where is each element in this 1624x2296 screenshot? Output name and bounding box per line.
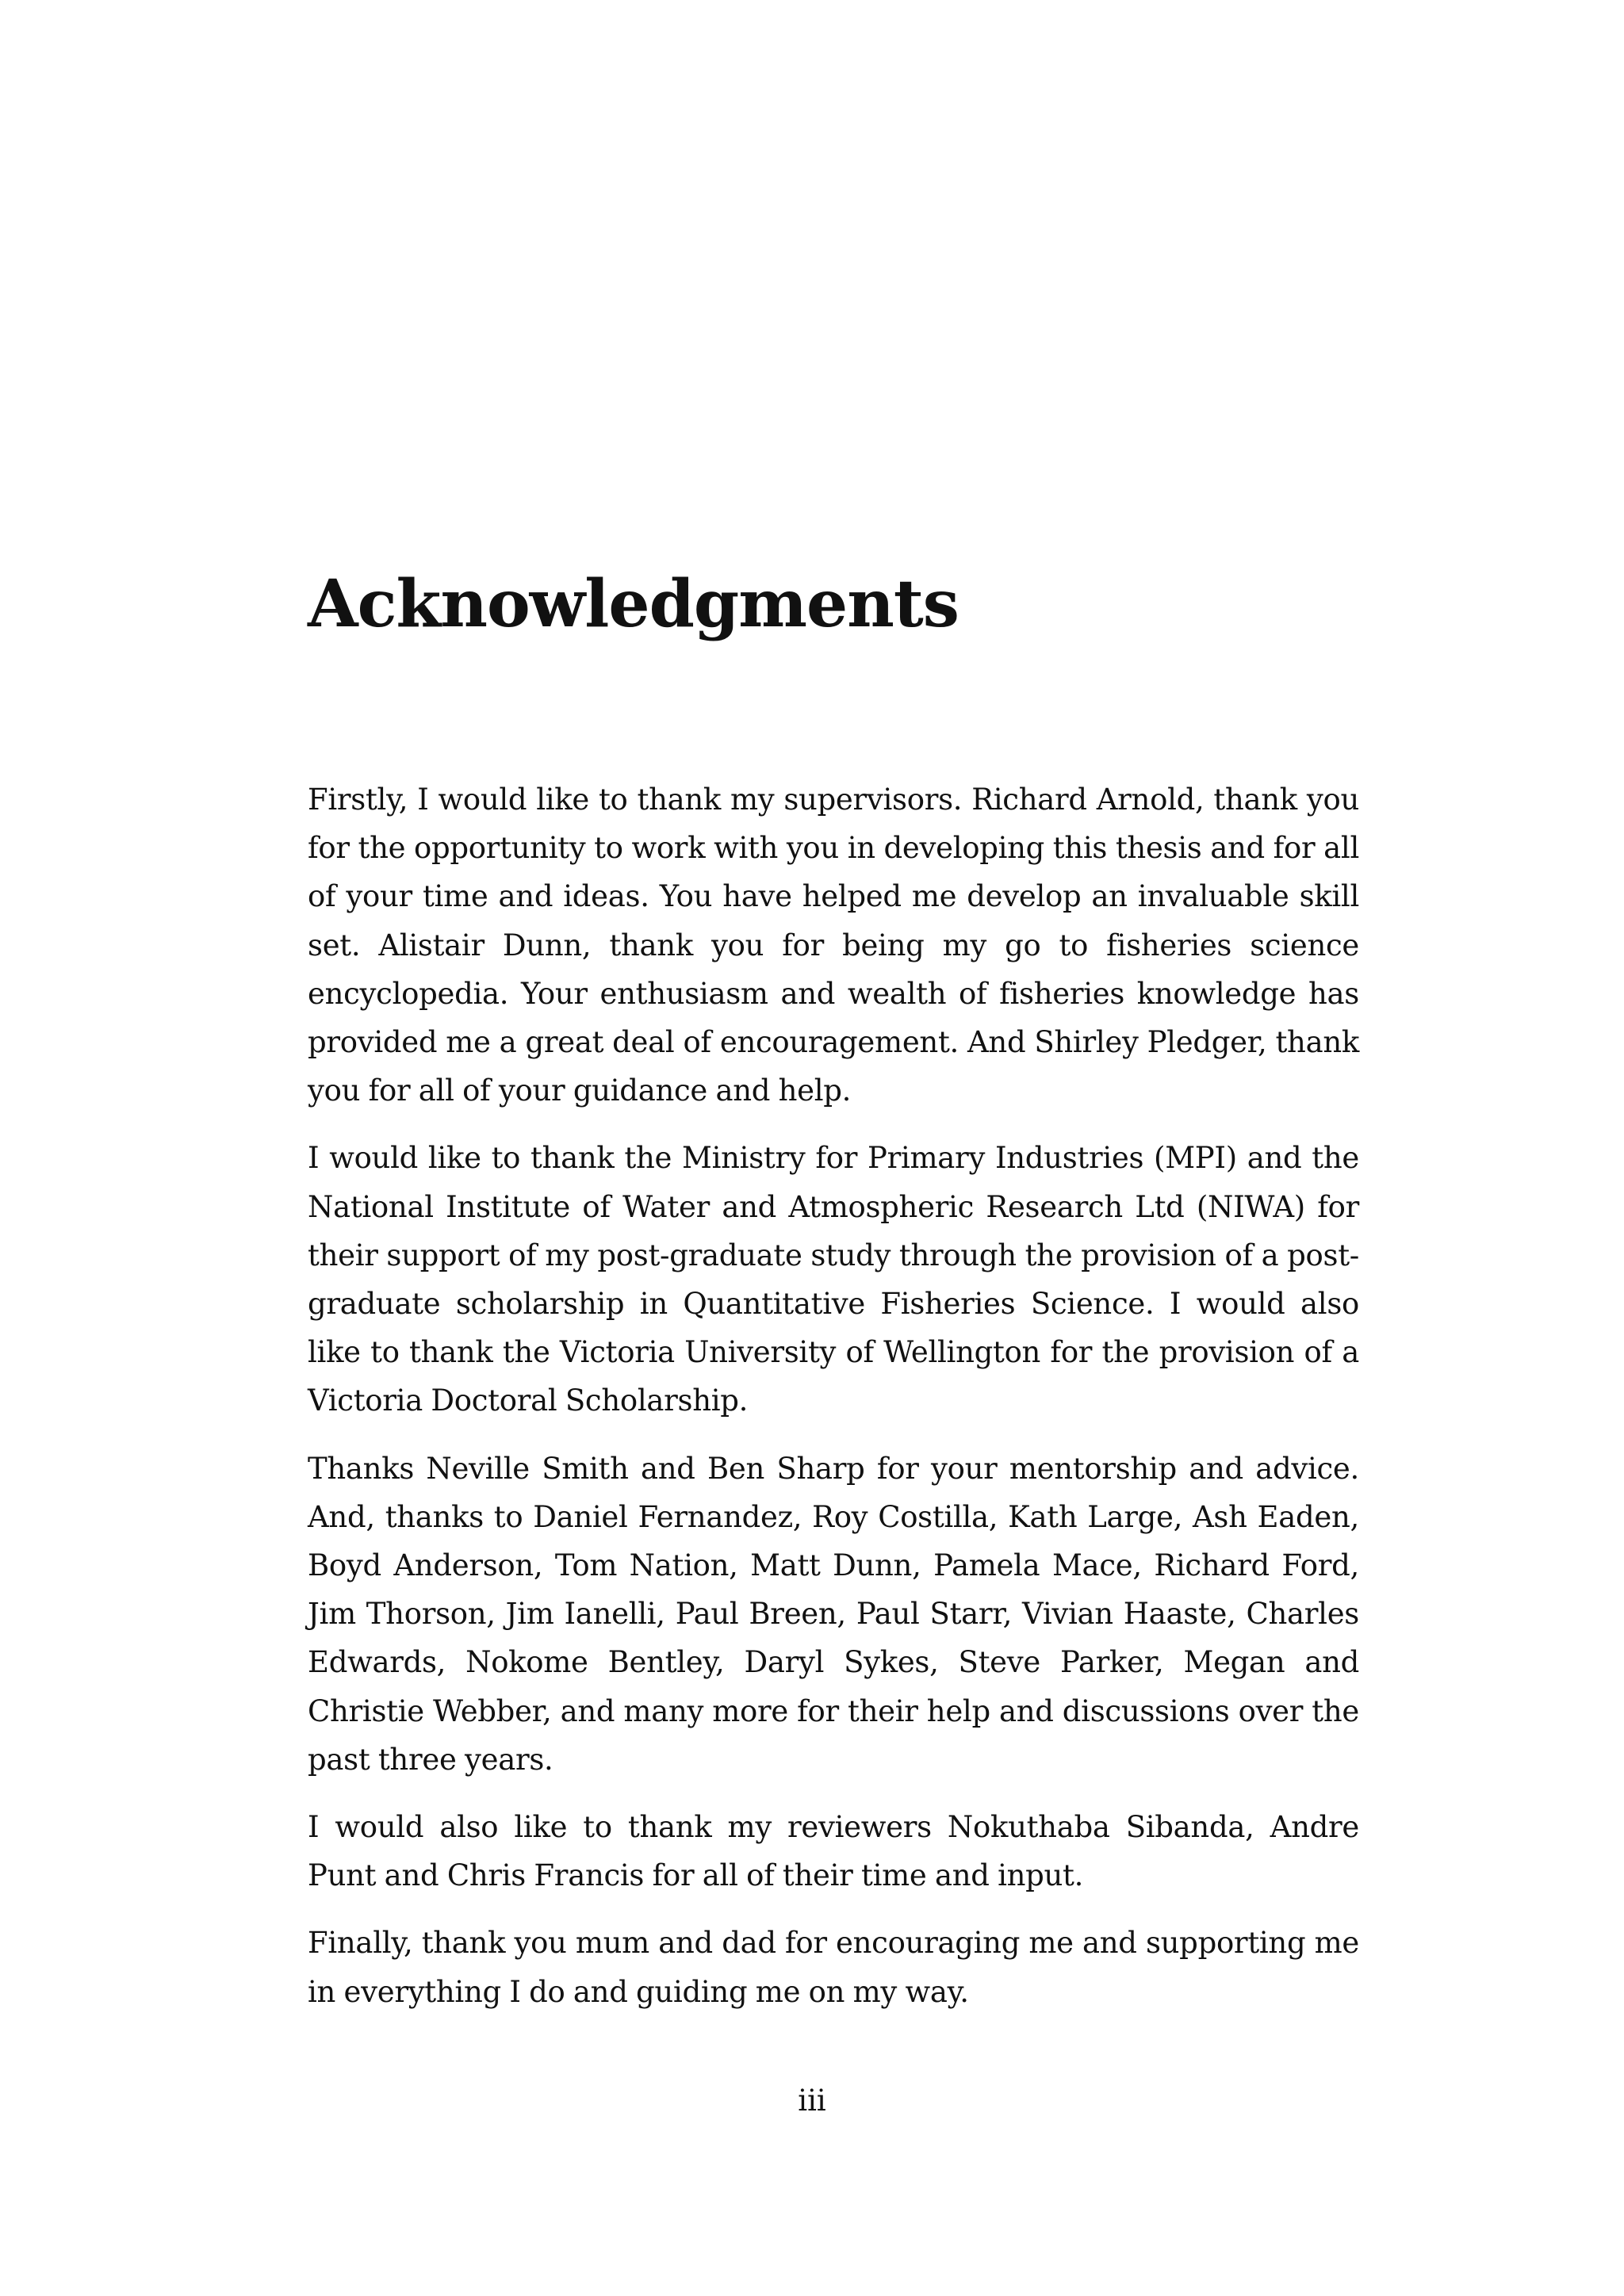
page-title: Acknowledgments [308,566,959,642]
paragraph-supervisors: Firstly, I would like to thank my supervisors. Richard Arnold, thank you for the opportunity to work with you in developing this thesis and for all of your time and ideas. You have helped me develop an invaluable skill set. Alistair Dunn, thank you for being my go to fisheries science encyclopedia. Your enthusiasm and wealth of fisheries knowledge has provided me a great deal of encouragement. And Shirley Pledger, thank you for all of your guidance and help. [308,783,1359,1108]
paragraph-colleagues: Thanks Neville Smith and Ben Sharp for your mentorship and advice. And, thanks to Daniel Fernandez, Roy Costilla, Kath Large, Ash Eaden, Boyd Anderson, Tom Nation, Matt Dunn, Pamela Mace, Richard Ford, Jim Thorson, Jim Ianelli, Paul Breen, Paul Starr, Vivian Haaste, Charles Edwards, Nokome Bentley, Daryl Sykes, Steve Parker, Megan and Christie Webber, and many more for their help and discussions over the past three years. [308,1451,1359,1777]
paragraph-reviewers: I would also like to thank my reviewers Nokuthaba Sibanda, Andre Punt and Chris Francis for all of their time and input. [308,1810,1359,1893]
acknowledgments-body [308,775,1359,2035]
paragraph-family: Finally, thank you mum and dad for encouraging me and supporting me in everything I do and guiding me on my way. [308,1926,1359,2009]
paragraph-funding: I would like to thank the Ministry for Primary Industries (MPI) and the National Institute of Water and Atmospheric Research Ltd (NIWA) for their support of my post-graduate study through the provision of a post-graduate scholarship in Quantitative Fisheries Science. I would also like to thank the Victoria University of Wellington for the provision of a Victoria Doctoral Scholarship. [308,1141,1359,1418]
page-number: iii [798,2084,826,2118]
